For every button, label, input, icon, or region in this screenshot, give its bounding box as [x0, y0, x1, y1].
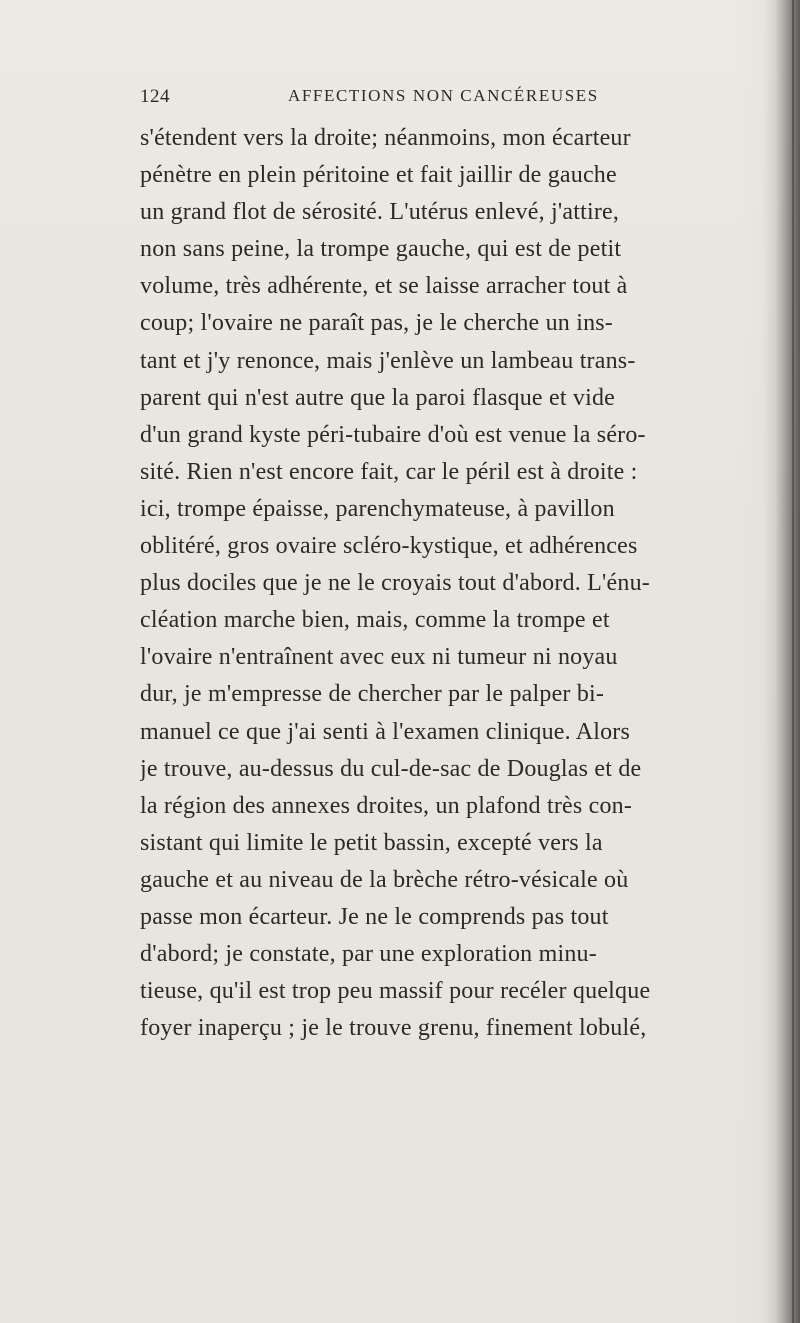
text-line: passe mon écarteur. Je ne le comprends pas tout	[140, 903, 609, 930]
text-line: gauche et au niveau de la brèche rétro-vésicale où	[140, 866, 629, 893]
running-head: AFFECTIONS NON CANCÉREUSES	[288, 86, 599, 105]
text-line: plus dociles que je ne le croyais tout d'abord. L'énu-	[140, 570, 650, 597]
text-line: la région des annexes droites, un plafond très con-	[140, 792, 633, 819]
text-line: cléation marche bien, mais, comme la trompe et	[140, 607, 610, 634]
body-text	[140, 120, 780, 1047]
text-line: non sans peine, la trompe gauche, qui est de petit	[140, 236, 622, 263]
text-line: l'ovaire n'entraînent avec eux ni tumeur ni noyau	[140, 644, 618, 671]
text-line: manuel ce que j'ai senti à l'examen clinique. Alors	[140, 718, 631, 745]
text-line: s'étendent vers la droite; néanmoins, mon écarteur	[140, 125, 631, 151]
text-line: ici, trompe épaisse, parenchymateuse, à pavillon	[140, 495, 615, 522]
text-line: coup; l'ovaire ne paraît pas, je le cherche un ins-	[140, 310, 613, 337]
text-line: tieuse, qu'il est trop peu massif pour recéler quelque	[140, 978, 651, 1005]
page-number: 124	[140, 86, 170, 107]
text-line: parent qui n'est autre que la paroi flasque et vide	[140, 384, 616, 411]
text-line: sité. Rien n'est encore fait, car le péril est à droite :	[140, 458, 638, 485]
text-line: un grand flot de sérosité. L'utérus enlevé, j'attire,	[140, 199, 620, 226]
text-line: je trouve, au-dessus du cul-de-sac de Douglas et de	[140, 755, 642, 782]
text-line: tant et j'y renonce, mais j'enlève un lambeau trans-	[140, 347, 636, 374]
text-line: d'abord; je constate, par une exploration minu-	[140, 941, 597, 968]
page-header	[140, 86, 780, 110]
text-line: d'un grand kyste péri-tubaire d'où est venue la séro-	[140, 421, 646, 448]
text-line: volume, très adhérente, et se laisse arracher tout à	[140, 273, 628, 300]
text-line: foyer inaperçu ; je le trouve grenu, finement lobulé,	[140, 1015, 647, 1042]
text-line: dur, je m'empresse de chercher par le palper bi-	[140, 681, 605, 708]
text-line: pénètre en plein péritoine et fait jaillir de gauche	[140, 162, 617, 189]
text-line: oblitéré, gros ovaire scléro-kystique, et adhérences	[140, 533, 638, 560]
text-line: sistant qui limite le petit bassin, excepté vers la	[140, 829, 603, 856]
